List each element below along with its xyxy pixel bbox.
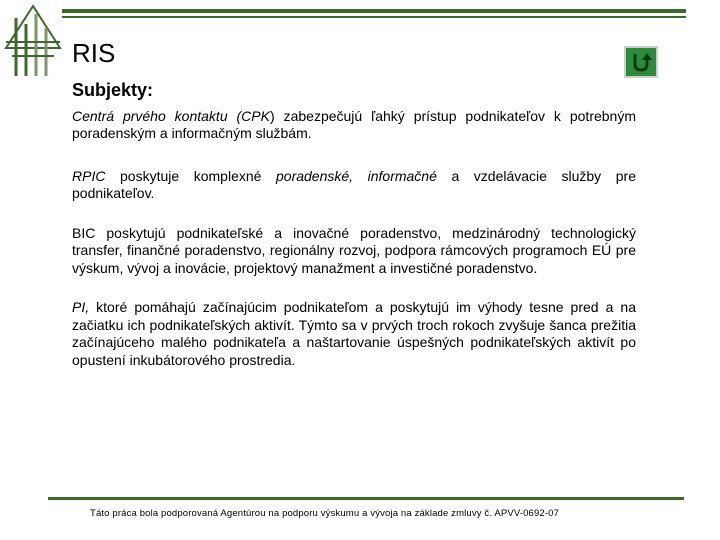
rpic-emphasis: poradenské, informačné	[276, 167, 437, 184]
bottom-divider	[48, 497, 684, 500]
return-button[interactable]	[624, 46, 658, 78]
content-area	[72, 82, 636, 391]
paragraph-bic	[72, 225, 636, 278]
subjects-heading: Subjekty:	[72, 80, 154, 100]
paragraph-rpic	[72, 168, 636, 203]
rpic-text-b: a vzdelávacie služby pre podnikateľov.	[72, 167, 636, 201]
paragraph-cpk	[72, 108, 636, 143]
cpk-text: zabezpečujú ľahký prístup podnikateľov k potrebným poradenským a informačným službám.	[72, 107, 636, 141]
tree-logo-icon	[4, 4, 62, 78]
footer-note: Táto práca bola podporovaná Agentúrou na podporu výskumu a vývoja na základe zmluvy č. APVV-0692-07	[90, 508, 560, 519]
rpic-text-a: poskytuje komplexné	[105, 167, 276, 184]
top-divider	[62, 9, 686, 13]
bic-lead: BIC	[72, 224, 96, 241]
paragraph-pi	[72, 299, 636, 369]
rpic-lead: RPIC	[72, 167, 106, 184]
top-divider-thin	[62, 16, 686, 18]
bic-text: poskytujú podnikateľské a inovačné poradenstvo, medzinárodný technologický transfer, finančné poradenstvo, regionálny rozvoj, podpora rámcových programoch EÚ pre výskum, vývoj a inovácie, projektový manažment a investičné poradenstvo.	[72, 224, 636, 276]
cpk-lead: Centrá prvého kontaktu (CPK	[72, 107, 270, 124]
return-arrow-icon	[630, 51, 652, 73]
slide-title: RIS	[72, 38, 116, 68]
pi-lead: PI,	[72, 299, 90, 315]
pi-text: ktoré pomáhajú začínajúcim podnikateľom a poskytujú im výhody tesne pred a na začiatku ich podnikateľských aktivít. Týmto sa v prvých troch rokoch zvyšuje šanca prežitia začínajúceho malého podnikateľa a naštartovanie úspešných podnikateľských aktivít po opustení inkubátorového prostredia.	[72, 299, 636, 368]
cpk-lead-tail: )	[269, 107, 275, 124]
